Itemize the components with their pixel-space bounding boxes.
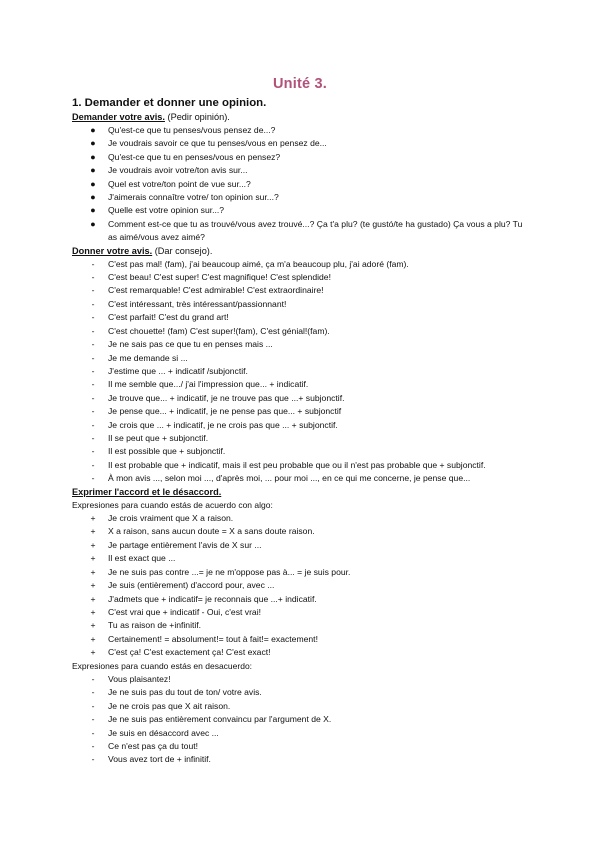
list-item-text: J'estime que ... + indicatif /subjonctif. (108, 365, 248, 376)
agree-item (72, 525, 532, 538)
disagree-item (72, 740, 532, 753)
list-marker: - (91, 325, 95, 336)
agree-item (72, 552, 532, 565)
list-item-text: Je crois que ... + indicatif, je ne crois pas que ... + subjonctif. (108, 419, 338, 430)
list-item-text: Je ne suis pas contre ...= je ne m'oppose pas à... = je suis pour. (108, 566, 351, 577)
list-marker: - (91, 392, 95, 403)
list-item-text: Je suis (entièrement) d'accord pour, avec ... (108, 580, 275, 591)
demander-list (72, 124, 532, 245)
list-marker: + (90, 593, 96, 604)
list-marker: - (91, 432, 95, 443)
list-item-text: Je crois vraiment que X a raison. (108, 513, 234, 524)
donner-item (72, 365, 532, 378)
agree-item (72, 579, 532, 592)
agree-item (72, 593, 532, 606)
donner-title: Donner votre avis. (72, 245, 153, 256)
list-marker: - (91, 754, 95, 765)
list-marker: + (90, 606, 96, 617)
list-item-text: J'aimerais connaître votre/ ton opinion sur...? (108, 192, 279, 203)
list-item-text: C'est remarquable! C'est admirable! C'est extraordinaire! (108, 285, 324, 296)
list-item-text: Vous avez tort de + infinitif. (108, 754, 211, 765)
list-marker: - (91, 406, 95, 417)
list-item-text: Je voudrais savoir ce que tu penses/vous en pensez de... (108, 138, 327, 149)
list-item-text: C'est intéressant, très intéressant/passionnant! (108, 298, 287, 309)
disagree-intro: Expresiones para cuando estás en desacuerdo: (72, 660, 253, 671)
list-marker: - (91, 365, 95, 376)
list-marker: + (90, 566, 96, 577)
list-item-text: Je me demande si ... (108, 352, 188, 363)
list-item-text: Je partage entièrement l'avis de X sur ... (108, 539, 262, 550)
list-item-text: Je pense que... + indicatif, je ne pense pas que... + subjonctif (108, 406, 342, 417)
donner-item (72, 392, 532, 405)
list-item-text: Il est exact que ... (108, 553, 176, 564)
accord-subheading (72, 486, 532, 499)
list-item-text: Comment est-ce que tu as trouvé/vous avez trouvé...? Ça t'a plu? (te gustó/te ha gustado) Ça vous a plu? Tu as aimé/vous avez aimé? (108, 218, 523, 243)
donner-item (72, 325, 532, 338)
donner-item (72, 352, 532, 365)
list-item-text: Tu as raison de +infinitif. (108, 620, 202, 631)
demander-item (72, 137, 532, 150)
list-item-text: Il se peut que + subjonctif. (108, 432, 209, 443)
list-item-text: Quel est votre/ton point de vue sur...? (108, 178, 251, 189)
donner-item (72, 472, 532, 485)
list-marker: ● (90, 178, 96, 189)
list-item-text: Il est probable que + indicatif, mais il est peu probable que ou il n'est pas probable que + subjonctif. (108, 459, 486, 470)
list-item-text: C'est pas mal! (fam), j'ai beaucoup aimé, ça m'a beaucoup plu, j'ai adoré (fam). (108, 258, 409, 269)
list-marker: - (91, 339, 95, 350)
donner-item (72, 284, 532, 297)
list-marker: ● (90, 192, 96, 203)
list-marker: + (90, 539, 96, 550)
donner-item (72, 419, 532, 432)
disagree-item (72, 686, 532, 699)
demander-item (72, 151, 532, 164)
list-marker: - (91, 312, 95, 323)
agree-item (72, 633, 532, 646)
list-marker: ● (90, 138, 96, 149)
agree-intro: Expresiones para cuando estás de acuerdo con algo: (72, 499, 273, 510)
list-item-text: Qu'est-ce que tu en penses/vous en pensez? (108, 151, 281, 162)
donner-item (72, 378, 532, 391)
list-marker: - (91, 446, 95, 457)
list-marker: ● (90, 165, 96, 176)
donner-item (72, 311, 532, 324)
disagree-item (72, 673, 532, 686)
disagree-list (72, 673, 532, 767)
list-marker: - (91, 285, 95, 296)
agree-item (72, 566, 532, 579)
demander-item (72, 204, 532, 217)
list-item-text: Je ne suis pas du tout de ton/ votre avis. (108, 687, 262, 698)
list-marker: - (91, 473, 95, 484)
list-marker: - (91, 727, 95, 738)
list-item-text: C'est parfait! C'est du grand art! (108, 312, 229, 323)
donner-item (72, 445, 532, 458)
donner-item (72, 432, 532, 445)
list-item-text: Quelle est votre opinion sur...? (108, 205, 225, 216)
list-marker: - (91, 687, 95, 698)
demander-item (72, 191, 532, 204)
list-item-text: C'est vrai que + indicatif - Oui, c'est vrai! (108, 606, 262, 617)
donner-item (72, 459, 532, 472)
list-item-text: C'est beau! C'est super! C'est magnifique! C'est splendide! (108, 272, 331, 283)
list-item-text: J'admets que + indicatif= je reconnais que ...+ indicatif. (108, 593, 317, 604)
list-marker: - (91, 741, 95, 752)
list-marker: ● (90, 125, 96, 135)
list-marker: - (91, 674, 95, 685)
agree-list (72, 512, 532, 659)
agree-item (72, 646, 532, 659)
list-marker: + (90, 580, 96, 591)
donner-item (72, 405, 532, 418)
list-marker: + (90, 553, 96, 564)
accord-title: Exprimer l'accord et le désaccord. (72, 486, 222, 497)
section-heading: 1. Demander et donner une opinion. (72, 97, 267, 109)
page-title: Unité 3. (273, 76, 327, 92)
document-content (72, 96, 532, 767)
list-item-text: Je ne sais pas ce que tu en penses mais ... (108, 339, 273, 350)
disagree-item (72, 700, 532, 713)
list-item-text: Je ne suis pas entièrement convaincu par l'argument de X. (108, 714, 332, 725)
disagree-item (72, 727, 532, 740)
list-marker: - (91, 379, 95, 390)
list-marker: ● (90, 218, 96, 229)
agree-item (72, 606, 532, 619)
agree-item (72, 539, 532, 552)
demander-item (72, 164, 532, 177)
list-item-text: Je suis en désaccord avec ... (108, 727, 219, 738)
list-item-text: À mon avis ..., selon moi ..., d'après moi, ... pour moi ..., en ce qui me concerne, je pense que... (108, 473, 471, 484)
list-marker: - (91, 272, 95, 283)
disagree-item (72, 713, 532, 726)
donner-item (72, 338, 532, 351)
list-item-text: Je voudrais avoir votre/ton avis sur... (108, 165, 248, 176)
donner-subheading (72, 245, 532, 258)
list-marker: - (91, 459, 95, 470)
demander-title: Demander votre avis. (72, 112, 165, 122)
donner-note: (Dar consejo). (152, 245, 213, 256)
demander-subheading (72, 111, 532, 124)
list-marker: - (91, 352, 95, 363)
disagree-item (72, 753, 532, 766)
donner-list (72, 258, 532, 486)
list-marker: + (90, 513, 96, 524)
list-item-text: Il est possible que + subjonctif. (108, 446, 226, 457)
list-item-text: Vous plaisantez! (108, 674, 171, 685)
agree-item (72, 512, 532, 525)
list-item-text: Je trouve que... + indicatif, je ne trouve pas que ...+ subjonctif. (108, 392, 345, 403)
agree-item (72, 619, 532, 632)
list-marker: - (91, 419, 95, 430)
list-marker: - (91, 258, 95, 269)
donner-item (72, 298, 532, 311)
list-marker: - (91, 700, 95, 711)
demander-item (72, 218, 532, 245)
list-marker: - (91, 298, 95, 309)
list-marker: ● (90, 205, 96, 216)
list-marker: + (90, 633, 96, 644)
list-item-text: Qu'est-ce que tu penses/vous pensez de...? (108, 125, 276, 135)
demander-note: (Pedir opinión). (164, 112, 230, 122)
donner-item (72, 271, 532, 284)
list-item-text: Je ne crois pas que X ait raison. (108, 700, 231, 711)
list-item-text: C'est ça! C'est exactement ça! C'est exact! (108, 647, 271, 658)
demander-item (72, 124, 532, 137)
list-item-text: C'est chouette! (fam) C'est super!(fam), C'est génial!(fam). (108, 325, 330, 336)
list-item-text: Il me semble que.../ j'ai l'impression que... + indicatif. (108, 379, 309, 390)
demander-item (72, 178, 532, 191)
donner-item (72, 258, 532, 271)
list-item-text: Certainement! = absolument!= tout à fait!= exactement! (108, 633, 318, 644)
list-marker: + (90, 526, 96, 537)
list-item-text: X a raison, sans aucun doute = X a sans doute raison. (108, 526, 315, 537)
list-marker: + (90, 620, 96, 631)
list-marker: - (91, 714, 95, 725)
list-item-text: Ce n'est pas ça du tout! (108, 741, 199, 752)
list-marker: ● (90, 151, 96, 162)
list-marker: + (90, 647, 96, 658)
